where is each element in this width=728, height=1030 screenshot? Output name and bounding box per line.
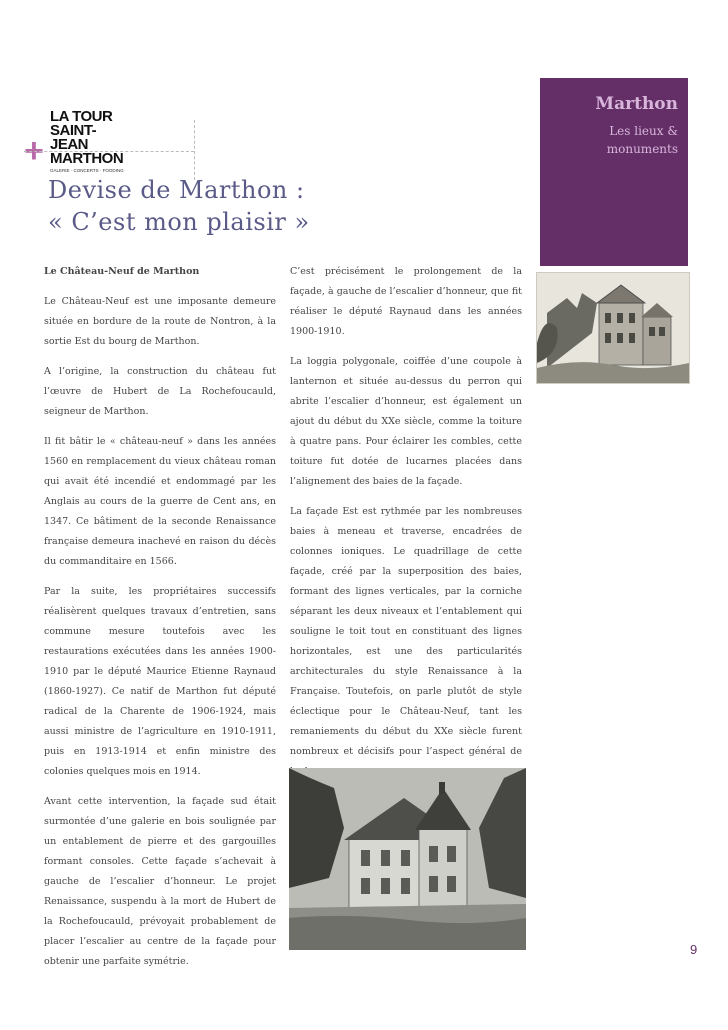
logo xyxy=(50,110,130,173)
plus-icon: + xyxy=(24,132,44,170)
section-heading: Le Château-Neuf de Marthon xyxy=(44,266,200,277)
banner-subtitle-line-2: monuments xyxy=(606,142,678,156)
paragraph: C’est précisément le prolongement de la façade, à gauche de l’escalier d’honneur, que fit réaliser le député Raynaud dans les années 1900-1910. xyxy=(290,266,522,337)
logo-line-1: LA TOUR xyxy=(50,108,113,125)
divider-vertical xyxy=(194,120,195,180)
title-line-1: Devise de Marthon : xyxy=(48,176,305,204)
title-line-2: « C’est mon plaisir » xyxy=(48,208,310,236)
chateau-photo xyxy=(289,768,526,950)
column-left xyxy=(44,262,276,982)
column-right xyxy=(290,262,522,792)
paragraph: Par la suite, les propriétaires successifs réalisèrent quelques travaux d’entretien, sans commune mesure toutefois avec les restaurations exécutées dans les années 1900-1910 par le député Maurice Etienne Raynaud (1860-1927). Ce natif de Marthon fut député radical de la Charente de 1906-1924, mais aussi ministre de l’agriculture en 1910-1911, puis en 1913-1914 et enfin ministre des colonies quelques mois en 1914. xyxy=(44,586,276,777)
logo-line-3: MARTHON xyxy=(50,150,124,167)
paragraph: La façade Est est rythmée par les nombreuses baies à meneau et traverse, encadrées de colonnes ioniques. Le quadrillage de cette façade, créé par la superposition des baies, formant des lignes verticales, par la corniche séparant les deux niveaux et l’entablement qui souligne le toit tout en constituant des lignes horizontales, est une des particularités architecturales du style Renaissance à la Française. Toutefois, on parle plutôt de style éclectique pour le Château-Neuf, tant les remaniements du début du XXe siècle furent nombreux et décisifs pour l’aspect général de xyxy=(290,506,522,757)
logo-tagline: GALERIE · CONCERTS · FOODING xyxy=(50,168,124,173)
banner-subtitle xyxy=(607,122,678,158)
logo-line-2: SAINT-JEAN xyxy=(50,122,97,153)
banner-subtitle-line-1: Les lieux & xyxy=(609,124,678,138)
paragraph: A l’origine, la construction du château fut l’œuvre de Hubert de La Rochefoucauld, seigneur de Marthon. xyxy=(44,366,276,417)
chateau-photo-drawing xyxy=(289,768,526,950)
banner-town: Marthon xyxy=(595,94,678,114)
engraving-image xyxy=(536,272,690,384)
engraving-drawing xyxy=(537,273,689,383)
page-title xyxy=(48,174,310,238)
divider-horizontal xyxy=(24,151,194,152)
paragraph: Le Château-Neuf est une imposante demeure située en bordure de la route de Nontron, à la sortie Est du bourg de Marthon. xyxy=(44,296,276,347)
page-number: 9 xyxy=(690,942,698,957)
section-banner xyxy=(540,78,688,266)
paragraph: Il fit bâtir le « château-neuf » dans les années 1560 en remplacement du vieux château roman qui avait été incendié et endommagé par les Anglais au cours de la guerre de Cent ans, en 1347. Ce bâtiment de la seconde Renaissance française demeura inachevé en raison du décès du commanditaire en 1566. xyxy=(44,436,276,567)
paragraph: La loggia polygonale, coiffée d’une coupole à lanternon et située au-dessus du perron qui abrite l’escalier d’honneur, est également un ajout du début du XXe siècle, comme la toiture à quatre pans. Pour éclairer les combles, cette toiture fut dotée de lucarnes placées dans l’alignement des baies de la façade. xyxy=(290,356,522,487)
paragraph: Avant cette intervention, la façade sud était surmontée d’une galerie en bois soulignée par un entablement de pierre et des gargouilles formant consoles. Cette façade s’achevait à gauche de l’escalier d’honneur. Le projet Renaissance, suspendu à la mort de Hubert de la Rochefoucauld, prévoyait probablement de placer l’escalier au centre de la façade pour obtenir une parfaite symétrie. xyxy=(44,796,276,967)
